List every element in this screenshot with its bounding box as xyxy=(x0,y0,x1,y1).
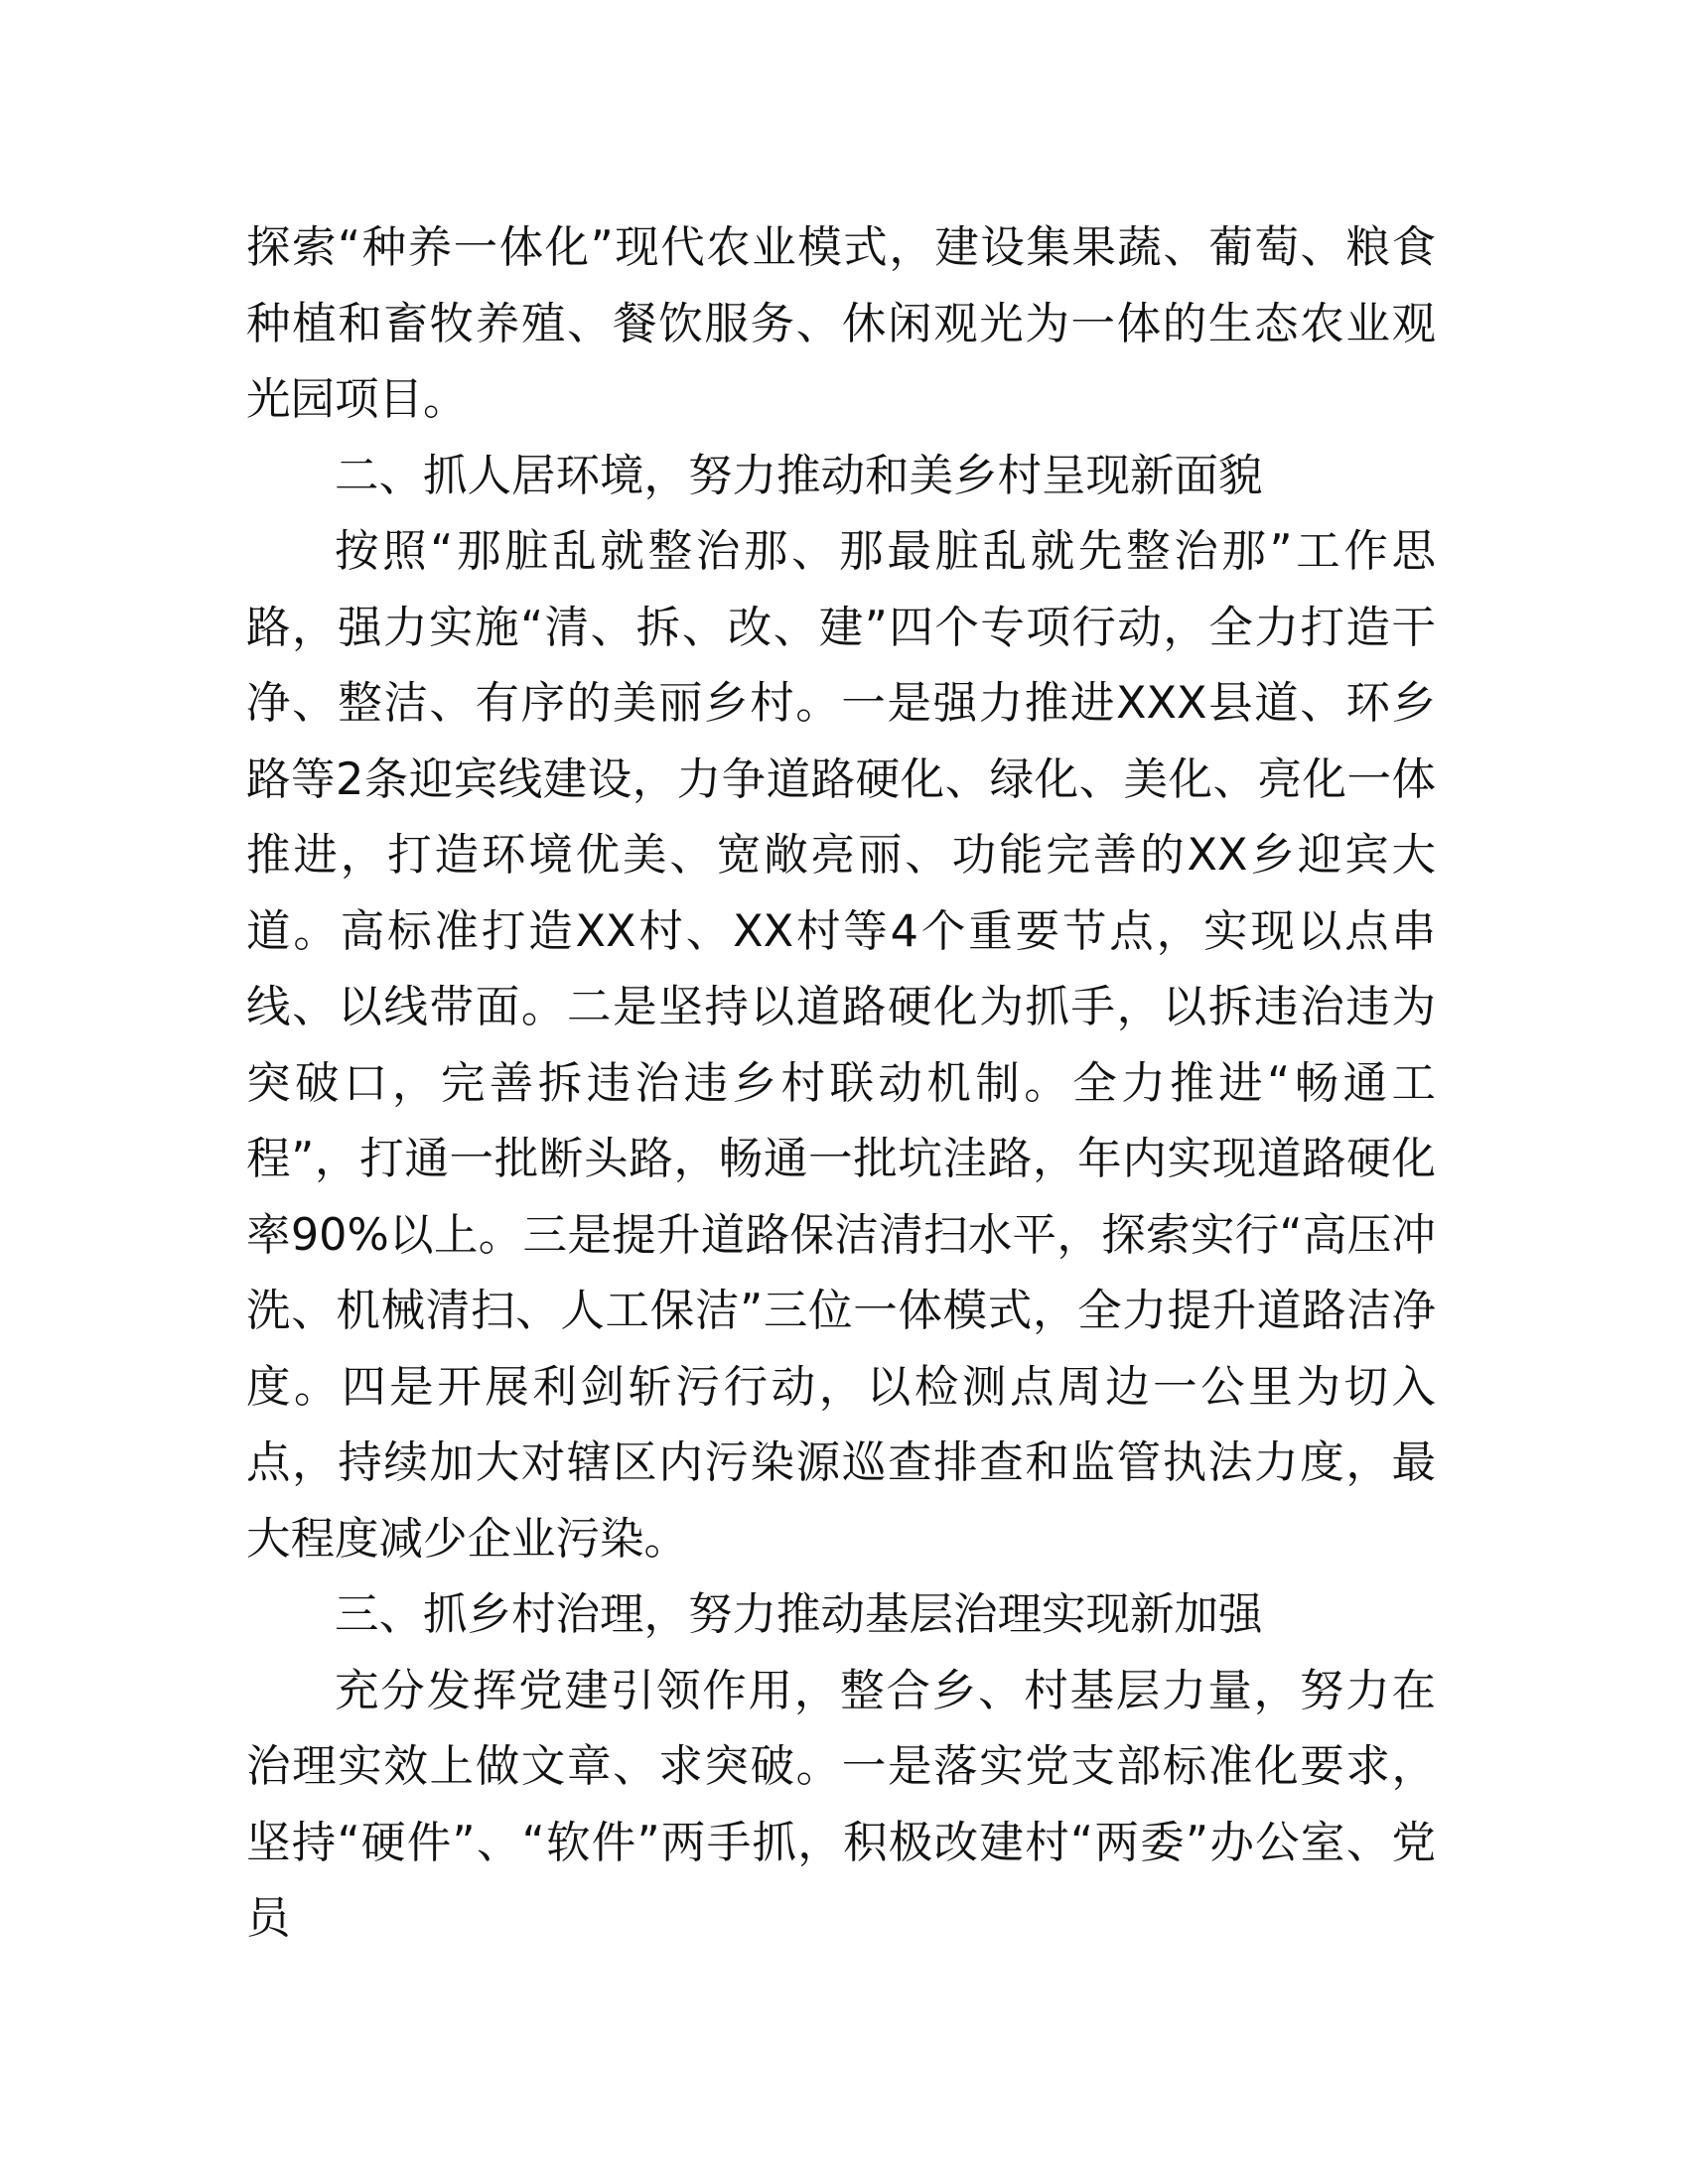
section-heading-two: 二、抓人居环境，努力推动和美乡村呈现新面貌 xyxy=(335,450,1263,501)
paragraph-continued: 探索“种养一体化”现代农业模式，建设集果蔬、葡萄、粮食种植和畜牧养殖、餐饮服务、休闲观光为一体的生态农业观光园项目。 xyxy=(246,222,1436,425)
section-heading-three: 三、抓乡村治理，努力推动基层治理实现新加强 xyxy=(335,1589,1263,1640)
document-page xyxy=(246,210,1436,1958)
paragraph-governance: 充分发挥党建引领作用，整合乡、村基层力量，努力在治理实效上做文章、求突破。一是落实党支部标准化要求，坚持“硬件”、“软件”两手抓，积极改建村“两委”办公室、党员 xyxy=(246,1665,1436,1944)
paragraph-environment: 按照“那脏乱就整治那、那最脏乱就先整治那”工作思路，强力实施“清、拆、改、建”四个专项行动，全力打造干净、整洁、有序的美丽乡村。一是强力推进XXX县道、环乡路等2条迎宾线建设，力争道路硬化、绿化、美化、亮化一体推进，打造环境优美、宽敞亮丽、功能完善的XX乡迎宾大道。高标准打造XX村、XX村等4个重要节点，实现以点串线、以线带面。二是坚持以道路硬化为抓手，以拆违治违为突破口，完善拆违治违乡村联动机制。全力推进“畅通工程”，打通一批断头路，畅通一批坑洼路，年内实现道路硬化率90%以上。三是提升道路保洁清扫水平，探索实行“高压冲洗、机械清扫、人工保洁”三位一体模式，全力提升道路洁净度。四是开展利剑斩污行动，以检测点周边一公里为切入点，持续加大对辖区内污染源巡查排查和监管执法力度，最大程度减少企业污染。 xyxy=(246,526,1436,1565)
